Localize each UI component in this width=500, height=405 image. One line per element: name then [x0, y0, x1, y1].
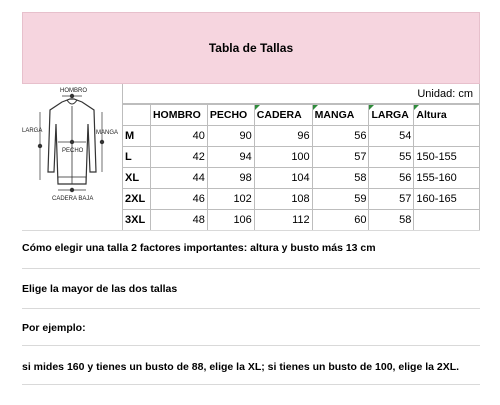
table-cell: 44 — [150, 168, 207, 189]
table-cell: 102 — [207, 189, 254, 210]
divider — [22, 230, 480, 231]
table-cell: 58 — [312, 168, 369, 189]
size-cell: L — [123, 147, 151, 168]
divider — [22, 308, 480, 309]
table-cell: 59 — [312, 189, 369, 210]
table-cell: 56 — [312, 126, 369, 147]
divider — [22, 268, 480, 269]
size-chart-title: Tabla de Tallas — [22, 12, 480, 84]
table-cell: 98 — [207, 168, 254, 189]
table-cell: 108 — [254, 189, 312, 210]
table-row — [123, 210, 480, 231]
note-choose-larger: Elige la mayor de las dos tallas — [22, 283, 178, 295]
note-how-to-choose: Cómo elegir una talla 2 factores importantes: altura y busto más 13 cm — [22, 242, 376, 254]
size-chart-sheet — [22, 12, 480, 227]
table-cell: 48 — [150, 210, 207, 231]
table-cell: 100 — [254, 147, 312, 168]
table-header-row — [123, 105, 480, 126]
table-row — [123, 189, 480, 210]
table-cell: 155-160 — [414, 168, 480, 189]
garment-measure-figure — [22, 84, 123, 227]
table-cell: 55 — [369, 147, 414, 168]
table-cell: 106 — [207, 210, 254, 231]
table-cell: 42 — [150, 147, 207, 168]
table-row — [123, 147, 480, 168]
table-row — [123, 126, 480, 147]
table-cell: 57 — [369, 189, 414, 210]
size-cell: 2XL — [123, 189, 151, 210]
table-cell: 40 — [150, 126, 207, 147]
header-hombro: HOMBRO — [150, 105, 207, 126]
label-pecho: PECHO — [62, 148, 84, 154]
label-cadera-baja: CADERA BAJA — [52, 196, 94, 202]
label-larga: LARGA — [22, 128, 43, 134]
jacket-diagram-icon — [22, 84, 122, 227]
table-corner-cell — [123, 105, 151, 126]
unit-label: Unidad: cm — [122, 84, 480, 104]
note-example-heading: Por ejemplo: — [22, 322, 86, 334]
divider — [22, 384, 480, 385]
size-table-area — [22, 84, 480, 227]
label-manga: MANGA — [96, 130, 119, 136]
header-cadera: CADERA — [254, 105, 312, 126]
table-cell: 104 — [254, 168, 312, 189]
table-cell: 60 — [312, 210, 369, 231]
size-cell: 3XL — [123, 210, 151, 231]
table-cell: 46 — [150, 189, 207, 210]
size-cell: M — [123, 126, 151, 147]
note-example-text: si mides 160 y tienes un busto de 88, elige la XL; si tienes un busto de 100, elige la 2XL. — [22, 361, 460, 373]
header-pecho: PECHO — [207, 105, 254, 126]
header-larga: LARGA — [369, 105, 414, 126]
header-altura: Altura — [414, 105, 480, 126]
table-cell: 58 — [369, 210, 414, 231]
table-row — [123, 168, 480, 189]
table-cell: 112 — [254, 210, 312, 231]
label-hombro: HOMBRO — [60, 88, 87, 94]
table-cell — [414, 210, 480, 231]
table-cell: 150-155 — [414, 147, 480, 168]
divider — [22, 345, 480, 346]
table-cell: 90 — [207, 126, 254, 147]
table-cell — [414, 126, 480, 147]
table-cell: 57 — [312, 147, 369, 168]
table-cell: 160-165 — [414, 189, 480, 210]
header-manga: MANGA — [312, 105, 369, 126]
table-cell: 56 — [369, 168, 414, 189]
table-cell: 96 — [254, 126, 312, 147]
size-cell: XL — [123, 168, 151, 189]
table-cell: 94 — [207, 147, 254, 168]
table-cell: 54 — [369, 126, 414, 147]
size-table — [122, 104, 480, 231]
